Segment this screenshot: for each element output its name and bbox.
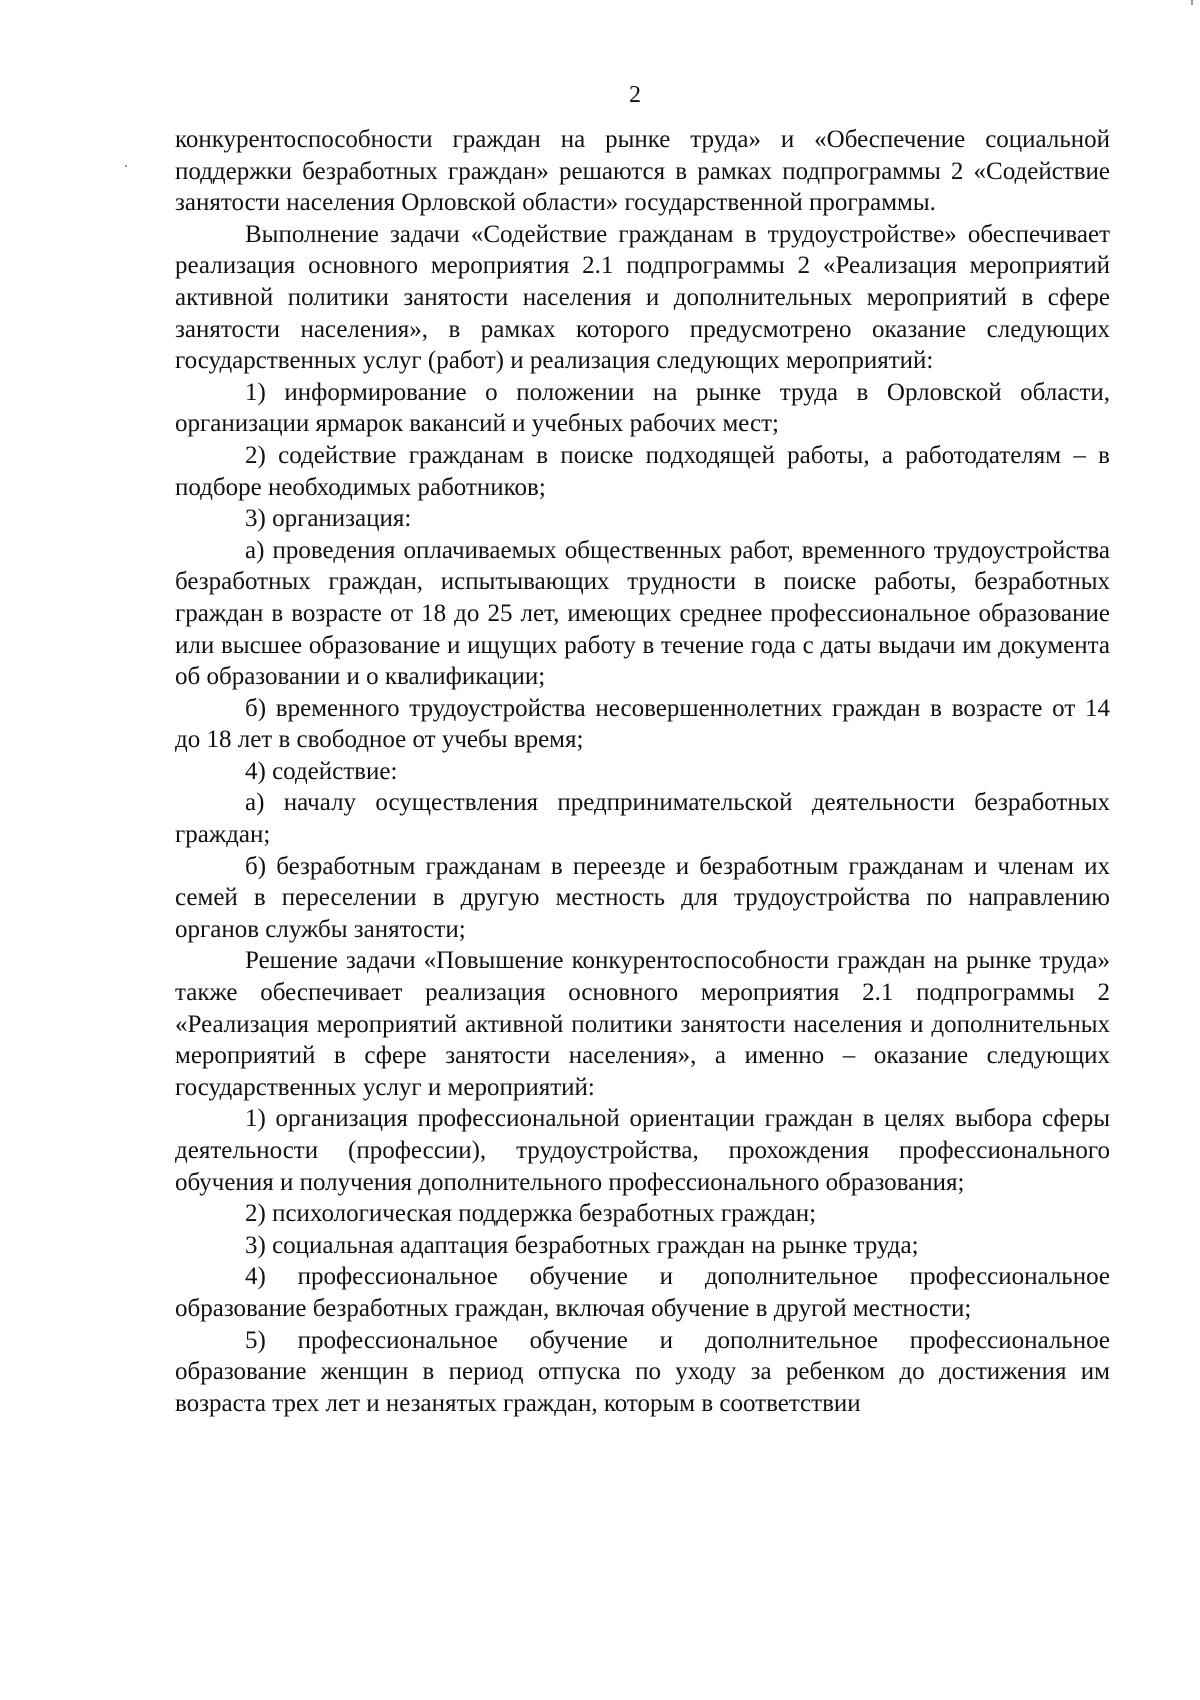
paragraph: 4) профессиональное обучение и дополнительное профессиональное образование безработных граждан, включая обучение в другой местности;	[175, 1263, 1110, 1322]
page-number: 2	[629, 82, 641, 108]
paragraph: 1) организация профессиональной ориентации граждан в целях выбора сферы деятельности (профессии), трудоустройства, прохождения профессионального обучения и получения дополнительного профессионального образования;	[175, 1105, 1110, 1196]
paragraph: 5) профессиональное обучение и дополнительное профессиональное образование женщин в период отпуска по уходу за ребенком до достижения им возраста трех лет и незанятых граждан, которым в соответствии	[175, 1326, 1110, 1417]
paragraph: конкурентоспособности граждан на рынке труда» и «Обеспечение социальной поддержки безработных граждан» решаются в рамках подпрограммы 2 «Содействие занятости населения Орловской области» государственной программы.	[175, 126, 1110, 217]
scan-speck	[1191, 0, 1193, 5]
paragraph: б) безработным гражданам в переезде и безработным гражданам и членам их семей в переселении в другую местность для трудоустройства по направлению органов службы занятости;	[175, 852, 1110, 943]
paragraph: Выполнение задачи «Содействие гражданам в трудоустройстве» обеспечивает реализация основного мероприятия 2.1 подпрограммы 2 «Реализация мероприятий активной политики занятости населения и дополнительных мероприятий в сфере занятости населения», в рамках которого предусмотрено оказание следующих государственных услуг (работ) и реализация следующих мероприятий:	[175, 220, 1110, 375]
scan-speck	[125, 165, 127, 167]
paragraph: 3) социальная адаптация безработных граждан на рынке труда;	[245, 1231, 919, 1259]
paragraph: б) временного трудоустройства несовершеннолетних граждан в возрасте от 14 до 18 лет в свободное от учебы время;	[175, 694, 1110, 754]
paragraph: а) проведения оплачиваемых общественных работ, временного трудоустройства безработных граждан, испытывающих трудности в поиске работы, безработных граждан в возрасте от 18 до 25 лет, имеющих среднее профессиональное образование или высшее образование и ищущих работу в течение года с даты выдачи им документа об образовании и о квалификации;	[175, 536, 1110, 691]
paragraph: 2) психологическая поддержка безработных граждан;	[245, 1200, 817, 1228]
body-text	[175, 124, 1110, 1419]
paragraph: Решение задачи «Повышение конкурентоспособности граждан на рынке труда» также обеспечивает реализация основного мероприятия 2.1 подпрограммы 2 «Реализация мероприятий активной политики занятости населения и дополнительных мероприятий в сфере занятости населения», а именно – оказание следующих государственных услуг и мероприятий:	[175, 947, 1110, 1101]
paragraph: 3) организация:	[245, 505, 412, 533]
paragraph: 2) содействие гражданам в поиске подходящей работы, а работодателям – в подборе необходимых работников;	[175, 441, 1110, 501]
paragraph: 4) содействие:	[245, 757, 398, 785]
paragraph: 1) информирование о положении на рынке труда в Орловской области, организации ярмарок вакансий и учебных рабочих мест;	[175, 378, 1110, 438]
paragraph: а) началу осуществления предпринимательской деятельности безработных граждан;	[175, 789, 1110, 849]
